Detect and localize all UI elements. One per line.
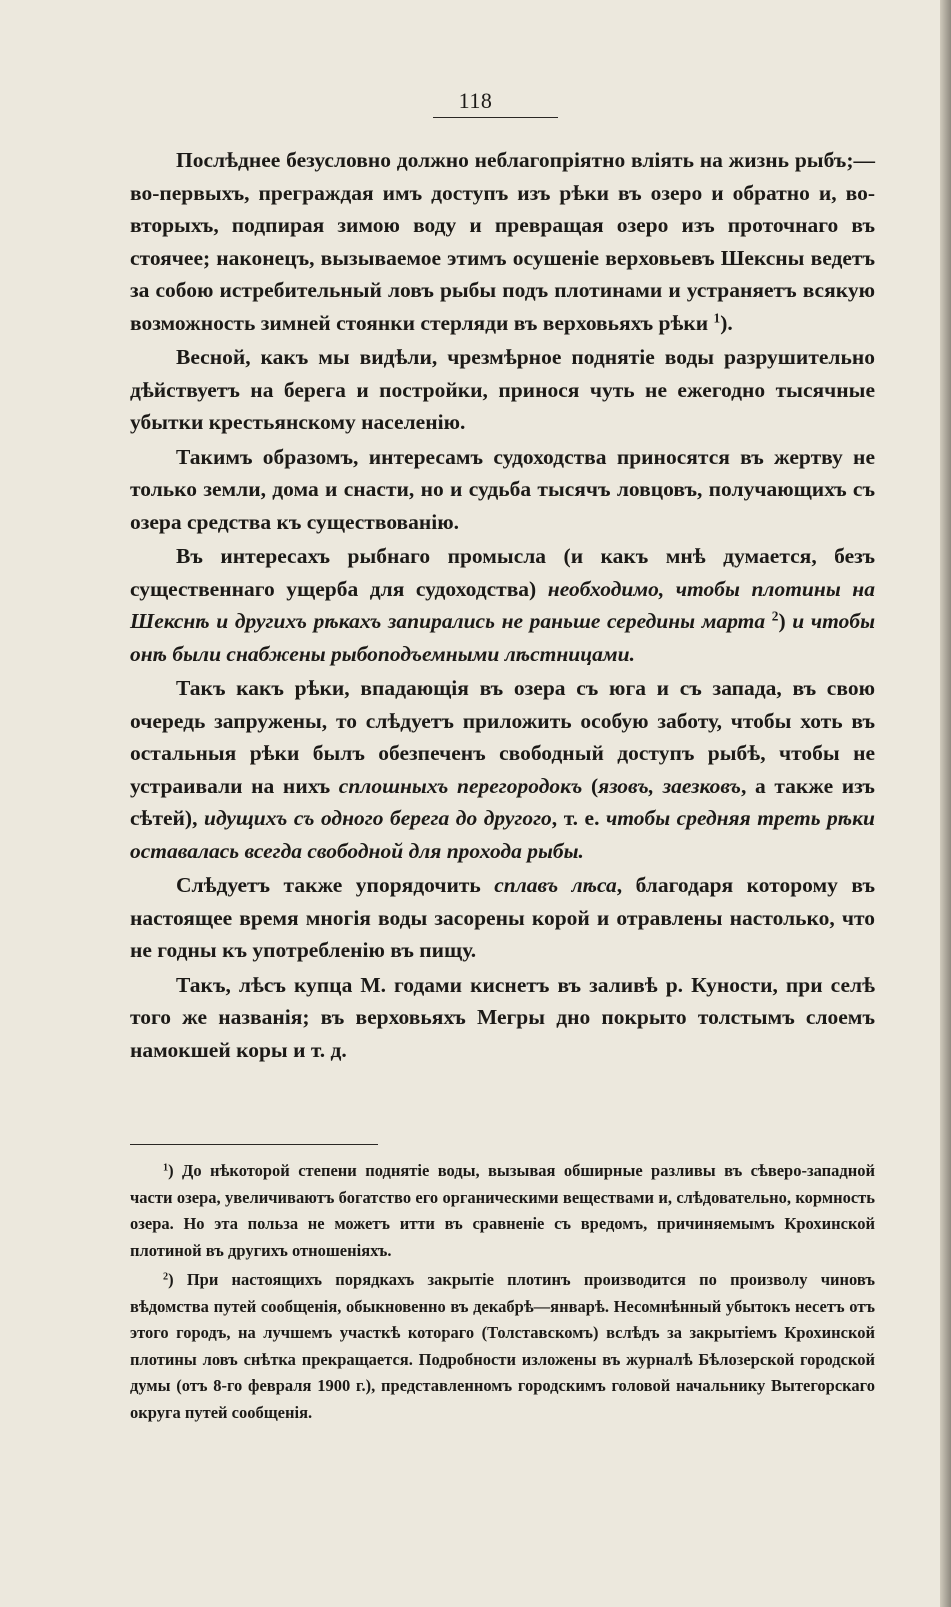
paragraph [130, 341, 875, 439]
text-run: Такъ, лѣсъ купца М. годами киснетъ въ заливѣ р. Куности, при селѣ того же названія; въ верховьяхъ Мегры дно покрыто толстымъ слоемъ намокшей коры и т. д. [130, 972, 875, 1062]
text-run: Такъ какъ рѣки, впадающія въ озера съ юга и съ запада, въ свою очередь запружены, то слѣдуетъ приложить особую заботу, чтобы хоть въ остальныя рѣки былъ обезпеченъ свободный доступъ рыбѣ, чтобы не устраивали на нихъ [130, 676, 875, 798]
page-edge-shadow [940, 0, 951, 1607]
text-run: Послѣднее безусловно должно неблагопріятно вліять на жизнь рыбъ;—во-первыхъ, преграждая имъ доступъ изъ рѣки въ озеро и обратно и, во-вторыхъ, подпирая зимою воду и превращая озеро изъ проточнаго въ стоячее; наконецъ, вызываемое этимъ осушеніе верховьевъ Шексны ведетъ за собою истребительный ловъ рыбы подъ плотинами и устраняетъ всякую возможность зимней стоянки стерляди въ верховьяхъ рѣки [130, 148, 875, 335]
text-run: Такимъ образомъ, интересамъ судоходства приносятся въ жертву не только земли, дома и снасти, но и судьба тысячъ ловцовъ, получающихъ съ озера средства къ существованію. [130, 444, 875, 534]
italic-text: идущихъ съ одного берега до другого [204, 806, 552, 830]
text-run: ) [778, 609, 793, 633]
text-run: , т. е. [551, 806, 606, 830]
page-number: 118 [458, 88, 493, 113]
header-rule [433, 117, 558, 118]
footnote-marker: 1 [163, 1162, 169, 1174]
paragraph [130, 144, 875, 339]
footnote-2 [130, 1267, 875, 1426]
footnote-reference: 2 [771, 608, 779, 624]
italic-text: язовъ, заезковъ [598, 773, 741, 798]
footnote-rule [130, 1144, 378, 1145]
text-run: Слѣдуетъ также упорядочить [176, 873, 495, 897]
text-run: Въ интересахъ рыбнаго промысла (и какъ мнѣ думается, безъ существеннаго ущерба для судоходства) [130, 544, 875, 601]
italic-text: и чтобы онѣ были снабжены рыбоподъемными лѣстницами. [130, 609, 875, 666]
main-text [130, 144, 875, 1066]
footnote-reference: 1 [713, 310, 721, 326]
paragraph [130, 441, 875, 539]
text-run: , благодаря которому въ настоящее время многія воды засорены корой и отравлены настолько, что не годны къ употребленію въ пищу. [130, 873, 875, 962]
footnotes [130, 1158, 875, 1426]
footnote-text: ) До нѣкоторой степени поднятіе воды, вызывая обширные разливы въ сѣверо-западной части озера, увеличиваютъ богатство его органическими веществами и, слѣдовательно, кормность озера. Но эта польза не можетъ итти въ сравненіе съ вредомъ, причиняемымъ Крохинской плотиной въ другихъ отношеніяхъ. [130, 1161, 875, 1260]
text-run [765, 609, 772, 633]
italic-text: сплавъ лѣса [494, 873, 617, 897]
text-run: ( [582, 773, 599, 798]
paragraph [130, 969, 875, 1067]
italic-text: сплошныхъ перегородокъ [338, 773, 583, 798]
italic-text: чтобы средняя треть рѣки оставалась всегда свободной для прохода рыбы. [130, 806, 875, 863]
paragraph [130, 869, 875, 967]
footnote-text: ) При настоящихъ порядкахъ закрытіе плотинъ производится по произволу чиновъ вѣдомства путей сообщенія, обыкновенно въ декабрѣ—январѣ. Несомнѣнный убытокъ несетъ отъ этого городъ, на лучшемъ участкѣ котораго (Толставскомъ) вслѣдъ за закрытіемъ Крохинской плотины ловъ снѣтка прекращается. Подробности изложены въ журналѣ Бѣлозерской городской думы (отъ 8-го февраля 1900 г.), представленномъ городскимъ головой начальнику Вытегорскаго округа путей сообщенія. [130, 1270, 875, 1422]
italic-text: необходимо, чтобы плотины на Шекснѣ и другихъ рѣкахъ запирались не раньше середины марта [130, 576, 875, 633]
paragraph [130, 672, 875, 867]
footnote-1 [130, 1158, 875, 1264]
paragraph [130, 540, 875, 670]
text-run: Весной, какъ мы видѣли, чрезмѣрное поднятіе воды разрушительно дѣйствуетъ на берега и постройки, принося чуть не ежегодно тысячные убытки крестьянскому населенію. [130, 345, 875, 434]
text-run: , а также изъ сѣтей), [130, 773, 875, 830]
footnote-marker: 2 [163, 1271, 169, 1283]
text-run: ). [720, 310, 733, 335]
